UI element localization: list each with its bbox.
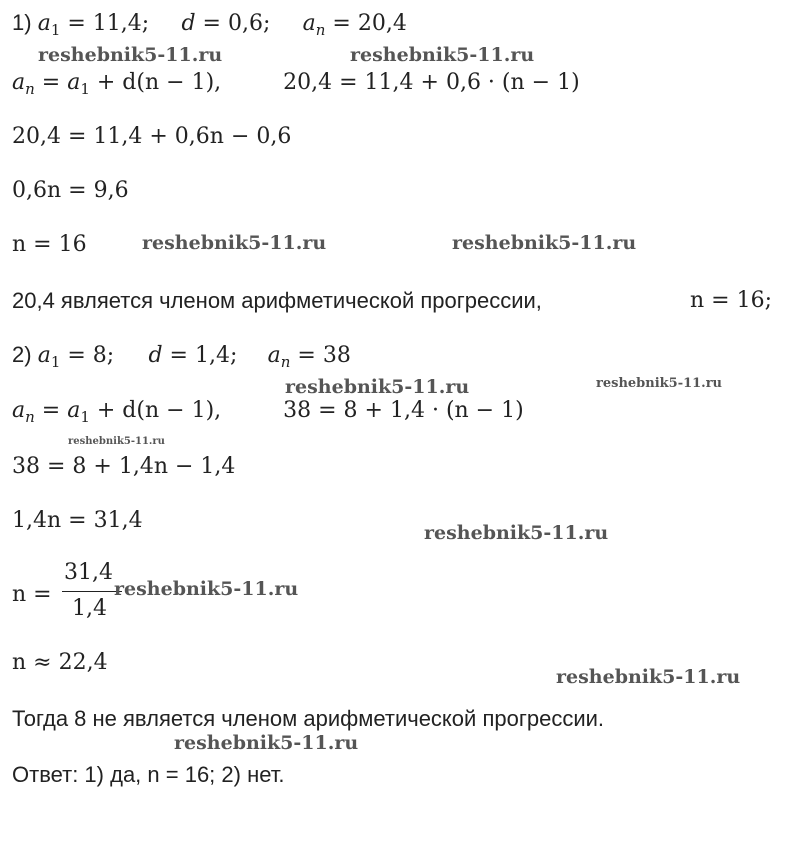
formula-rest: + d(n − 1), — [89, 70, 222, 95]
step-1-4: n = 16 — [12, 232, 87, 257]
an-subscript-2: n — [280, 353, 291, 371]
an-subscript: n — [315, 21, 326, 39]
formula-an-sub: n — [25, 80, 35, 98]
an-symbol: a — [302, 11, 316, 36]
condition-line-2 — [12, 342, 351, 369]
part-2-label: 2) — [12, 342, 32, 367]
watermark: reshebnik5-11.ru — [38, 44, 223, 66]
d-value: = 0,6; — [195, 11, 271, 36]
a1-subscript-2: 1 — [50, 353, 61, 371]
formula-an: a — [12, 70, 26, 95]
fraction-bar — [62, 591, 122, 592]
d-symbol: d — [181, 11, 196, 36]
watermark: reshebnik5-11.ru — [424, 522, 609, 544]
an-value: = 20,4 — [325, 11, 407, 36]
step-1-2: 20,4 = 11,4 + 0,6n − 0,6 — [12, 124, 292, 149]
step-2-2: 38 = 8 + 1,4n − 1,4 — [12, 454, 236, 479]
conclusion-1-n: n = 16; — [690, 288, 772, 313]
answer-line: Ответ: 1) да, n = 16; 2) нет. — [12, 762, 285, 787]
formula-line-1 — [12, 70, 580, 96]
an-symbol-2: a — [267, 343, 281, 368]
formula-a1-sub: 1 — [80, 80, 90, 98]
watermark: reshebnik5-11.ru — [285, 376, 470, 398]
conclusion-1-text: 20,4 является членом арифметической прогрессии, — [12, 288, 542, 313]
fraction-denominator: 1,4 — [72, 596, 107, 621]
a1-subscript: 1 — [50, 21, 61, 39]
formula-line-2 — [12, 398, 524, 424]
step-2-3: 1,4n = 31,4 — [12, 508, 143, 533]
a1-value-2: = 8; — [60, 343, 115, 368]
a1-symbol-2: a — [37, 343, 51, 368]
watermark: reshebnik5-11.ru — [452, 232, 637, 254]
formula2-a1: a — [67, 398, 81, 423]
d-value-2: = 1,4; — [162, 343, 238, 368]
a1-value: = 11,4; — [60, 11, 150, 36]
step-1-3: 0,6n = 9,6 — [12, 178, 129, 203]
formula-a1: a — [67, 70, 81, 95]
watermark: reshebnik5-11.ru — [68, 436, 165, 447]
formula-substitution: 20,4 = 11,4 + 0,6 · (n − 1) — [283, 70, 580, 95]
formula2-an: a — [12, 398, 26, 423]
watermark: reshebnik5-11.ru — [142, 232, 327, 254]
fraction-lhs: n = — [12, 582, 52, 607]
a1-symbol: a — [37, 11, 51, 36]
formula-eq: = — [34, 70, 68, 95]
watermark: reshebnik5-11.ru — [350, 44, 535, 66]
conclusion-1 — [12, 288, 542, 314]
watermark: reshebnik5-11.ru — [174, 732, 359, 754]
part-label: 1) — [12, 10, 32, 35]
formula2-an-sub: n — [25, 408, 35, 426]
formula2-a1-sub: 1 — [80, 408, 90, 426]
watermark: reshebnik5-11.ru — [114, 578, 299, 600]
formula2-substitution: 38 = 8 + 1,4 · (n − 1) — [283, 398, 524, 423]
formula2-rest: + d(n − 1), — [89, 398, 222, 423]
formula2-eq: = — [34, 398, 68, 423]
d-symbol-2: d — [148, 343, 163, 368]
watermark: reshebnik5-11.ru — [596, 376, 723, 391]
watermark: reshebnik5-11.ru — [556, 666, 741, 688]
step-2-5: n ≈ 22,4 — [12, 650, 108, 675]
fraction-numerator: 31,4 — [64, 560, 113, 585]
an-value-2: = 38 — [290, 343, 351, 368]
condition-line-1 — [12, 10, 407, 37]
conclusion-2: Тогда 8 не является членом арифметической прогрессии. — [12, 706, 605, 731]
